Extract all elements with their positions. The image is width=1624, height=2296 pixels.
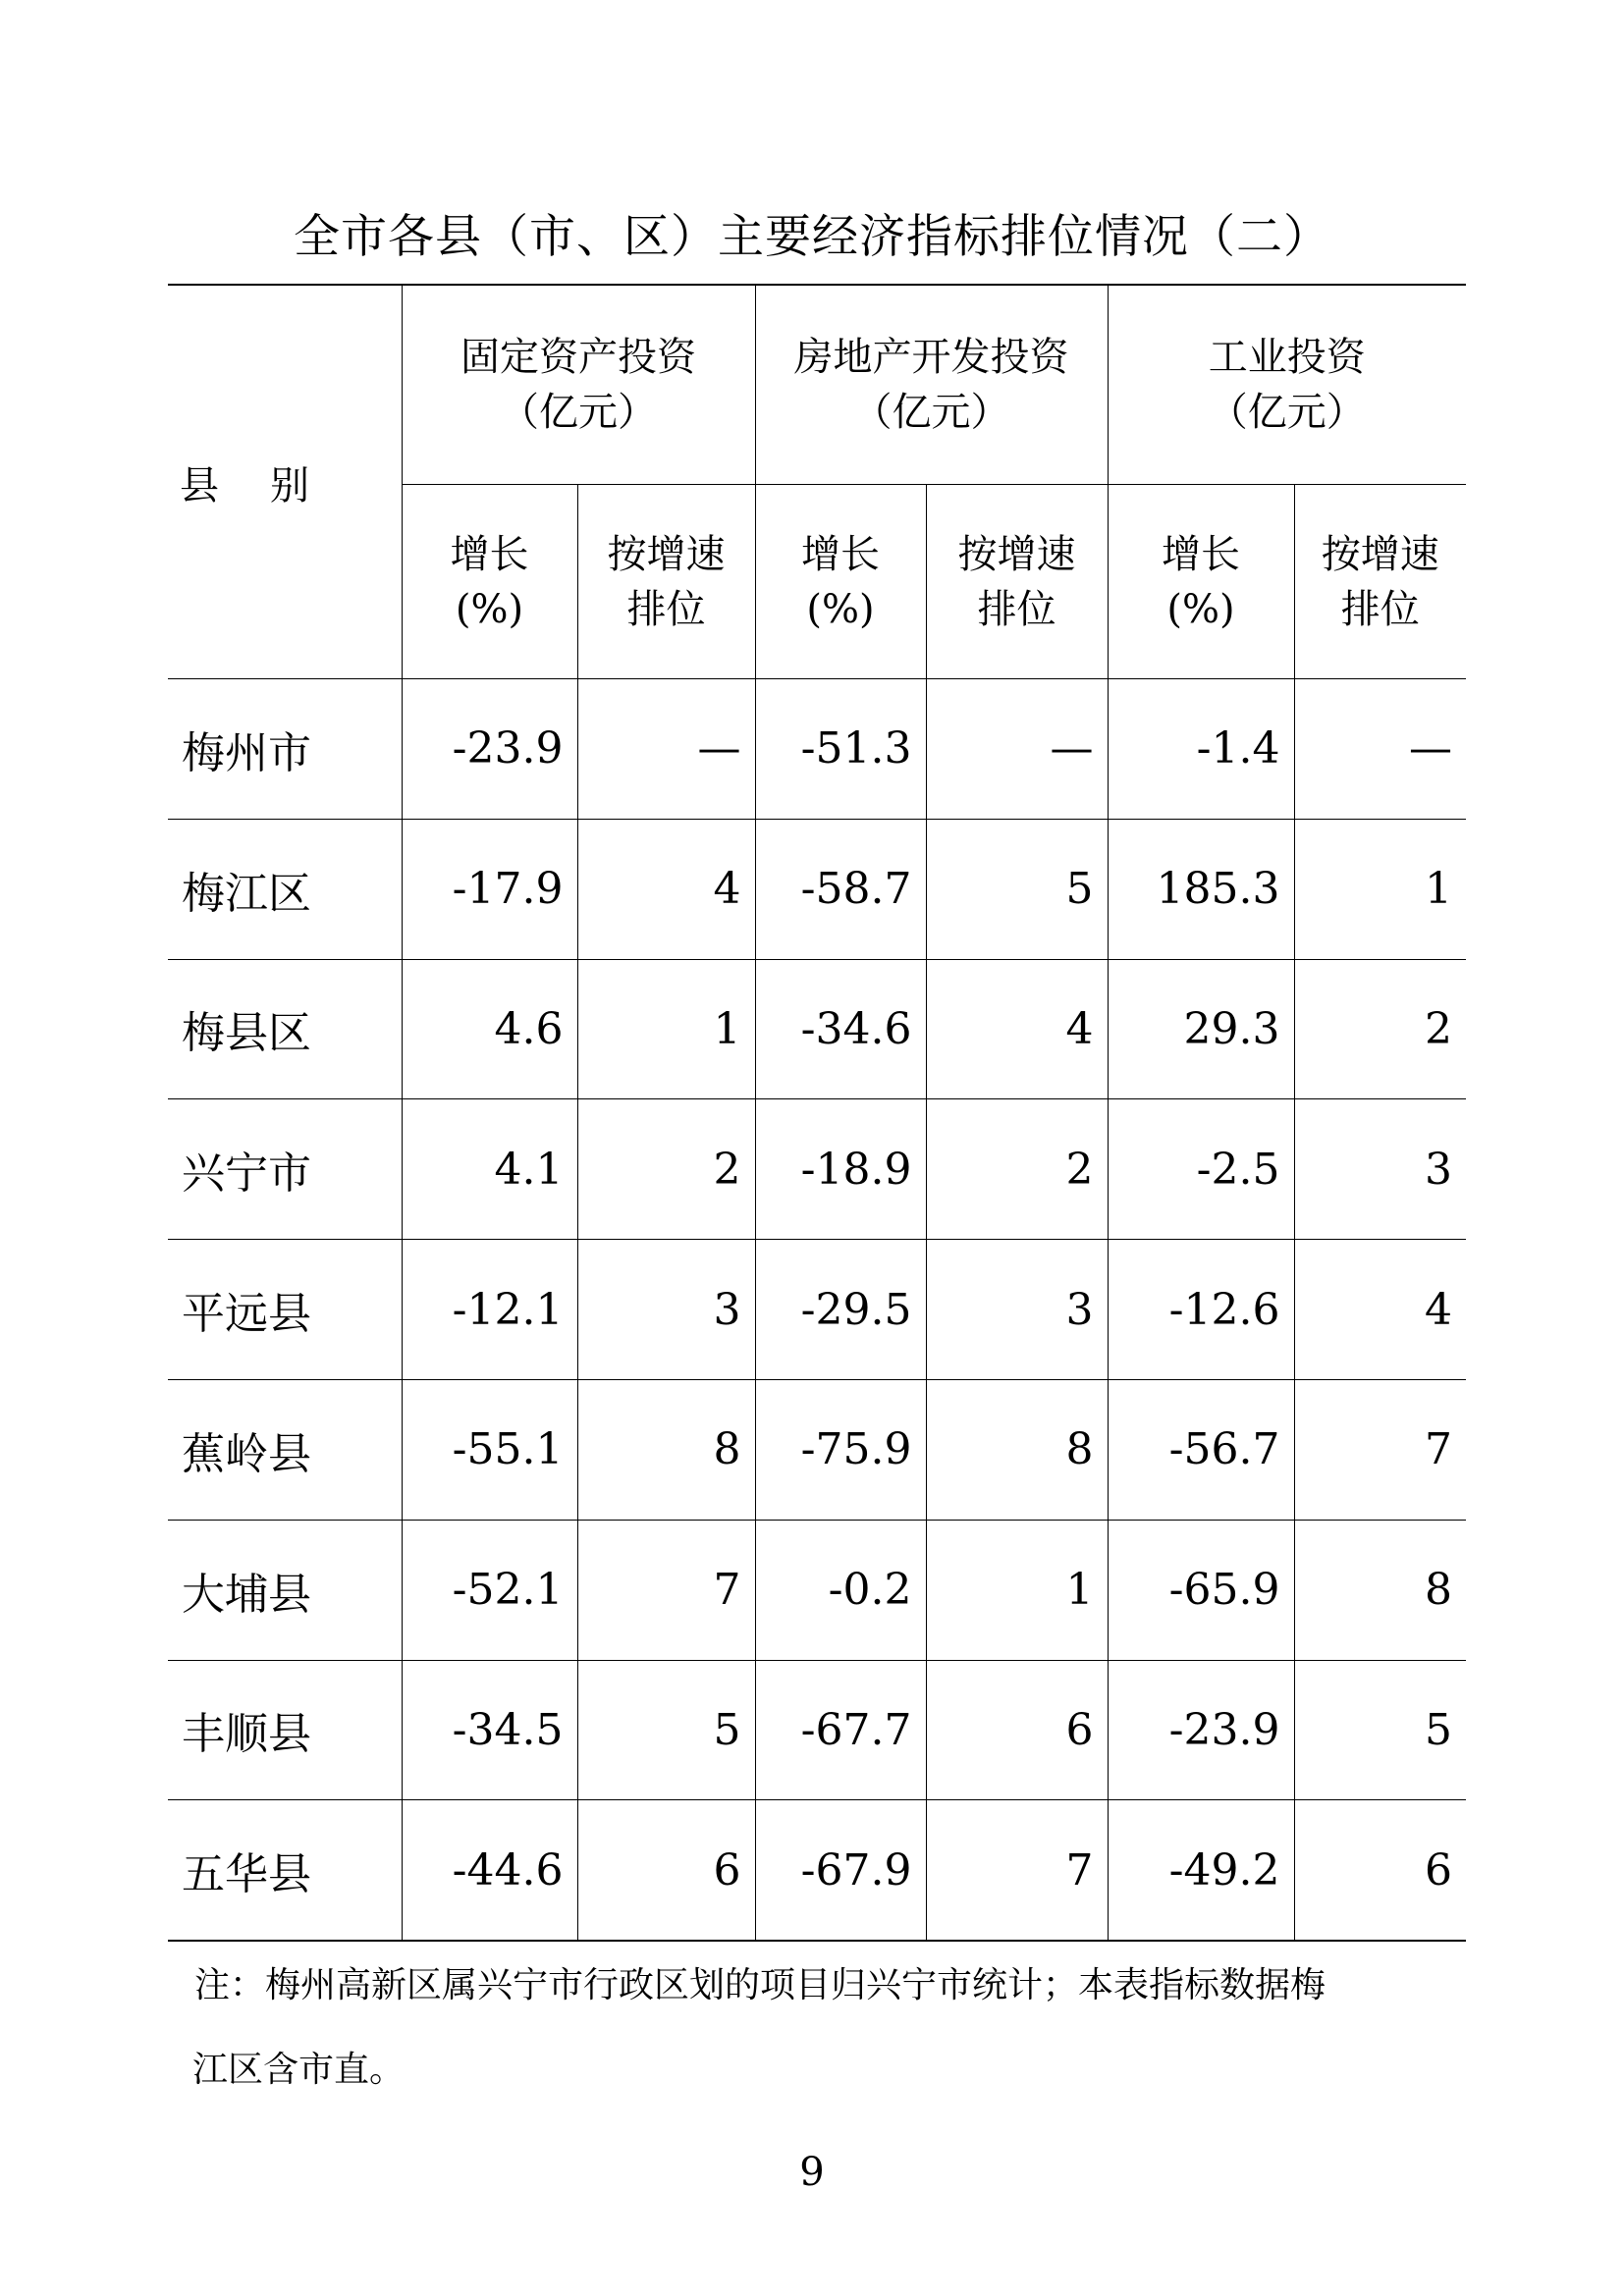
- fixed-asset-rank: 1: [577, 959, 755, 1099]
- group-header-real-estate: [755, 285, 1108, 485]
- real-estate-rank: 4: [926, 959, 1108, 1099]
- industrial-rank: 1: [1294, 819, 1466, 959]
- fixed-asset-rank: 2: [577, 1099, 755, 1240]
- industrial-growth: -56.7: [1108, 1379, 1294, 1520]
- real-estate-growth: -0.2: [755, 1520, 926, 1660]
- real-estate-rank: 6: [926, 1660, 1108, 1800]
- real-estate-rank: 5: [926, 819, 1108, 959]
- real-estate-growth: -29.5: [755, 1240, 926, 1380]
- subheader-rank-line2: 排位: [626, 586, 706, 632]
- table-row: [168, 1379, 1466, 1520]
- table-row: [168, 1660, 1466, 1800]
- real-estate-rank: 3: [926, 1240, 1108, 1380]
- group-header-fixed-asset: [402, 285, 755, 485]
- real-estate-rank: 7: [926, 1800, 1108, 1941]
- fixed-asset-rank: —: [577, 679, 755, 820]
- fixed-asset-rank: 3: [577, 1240, 755, 1380]
- fixed-asset-growth: -44.6: [402, 1800, 577, 1941]
- subheader-growth: [1108, 485, 1294, 679]
- fixed-asset-growth: -17.9: [402, 819, 577, 959]
- industrial-rank: 3: [1294, 1099, 1466, 1240]
- subheader-rank: [926, 485, 1108, 679]
- county-name: 梅州市: [168, 679, 402, 820]
- page-title: 全市各县（市、区）主要经济指标排位情况（二）: [294, 210, 1330, 264]
- group-header-industrial: [1108, 285, 1466, 485]
- subheader-rank-line1: 按增速: [607, 531, 726, 577]
- subheader-growth-line1: 增长: [1162, 531, 1240, 577]
- group-header-line2: （亿元）: [500, 390, 657, 435]
- real-estate-growth: -75.9: [755, 1379, 926, 1520]
- subheader-growth-line1: 增长: [801, 531, 880, 577]
- industrial-rank: 8: [1294, 1520, 1466, 1660]
- subheader-rank-line1: 按增速: [957, 531, 1076, 577]
- table-row: [168, 819, 1466, 959]
- county-name: 平远县: [168, 1240, 402, 1380]
- subheader-growth-line1: 增长: [450, 531, 529, 577]
- real-estate-growth: -51.3: [755, 679, 926, 820]
- table-row: [168, 1099, 1466, 1240]
- subheader-growth-line2: (%): [1166, 586, 1235, 632]
- table-row: [168, 1240, 1466, 1380]
- table-footnote: [194, 1944, 1471, 2112]
- footnote-line1: 注：梅州高新区属兴宁市行政区划的项目归兴宁市统计；本表指标数据梅: [194, 1965, 1326, 2005]
- real-estate-growth: -67.7: [755, 1660, 926, 1800]
- county-name: 兴宁市: [168, 1099, 402, 1240]
- county-column-header: [168, 285, 402, 679]
- industrial-growth: 185.3: [1108, 819, 1294, 959]
- fixed-asset-growth: 4.1: [402, 1099, 577, 1240]
- industrial-growth: -49.2: [1108, 1800, 1294, 1941]
- group-header-line2: （亿元）: [1208, 390, 1366, 435]
- real-estate-rank: 2: [926, 1099, 1108, 1240]
- county-name: 丰顺县: [168, 1660, 402, 1800]
- industrial-rank: 7: [1294, 1379, 1466, 1520]
- real-estate-rank: 8: [926, 1379, 1108, 1520]
- subheader-rank-line2: 排位: [977, 586, 1056, 632]
- industrial-rank: 6: [1294, 1800, 1466, 1941]
- fixed-asset-rank: 7: [577, 1520, 755, 1660]
- county-name: 五华县: [168, 1800, 402, 1941]
- industrial-growth: -12.6: [1108, 1240, 1294, 1380]
- fixed-asset-rank: 5: [577, 1660, 755, 1800]
- county-name: 梅江区: [168, 819, 402, 959]
- fixed-asset-growth: -23.9: [402, 679, 577, 820]
- subheader-rank-line2: 排位: [1340, 586, 1420, 632]
- real-estate-growth: -67.9: [755, 1800, 926, 1941]
- industrial-growth: -23.9: [1108, 1660, 1294, 1800]
- fixed-asset-rank: 6: [577, 1800, 755, 1941]
- fixed-asset-growth: -55.1: [402, 1379, 577, 1520]
- fixed-asset-growth: 4.6: [402, 959, 577, 1099]
- subheader-rank: [1294, 485, 1466, 679]
- table-row: [168, 1800, 1466, 1941]
- county-name: 梅县区: [168, 959, 402, 1099]
- subheader-growth: [755, 485, 926, 679]
- indicator-ranking-table: [168, 284, 1466, 1942]
- real-estate-growth: -58.7: [755, 819, 926, 959]
- industrial-rank: 2: [1294, 959, 1466, 1099]
- table-row: [168, 679, 1466, 820]
- county-header-char-1: 县: [180, 462, 219, 508]
- subheader-growth-line2: (%): [806, 586, 875, 632]
- industrial-growth: -65.9: [1108, 1520, 1294, 1660]
- industrial-rank: 4: [1294, 1240, 1466, 1380]
- table-row: [168, 1520, 1466, 1660]
- industrial-growth: -1.4: [1108, 679, 1294, 820]
- county-header-char-2: 别: [270, 462, 309, 508]
- industrial-rank: —: [1294, 679, 1466, 820]
- group-header-line1: 固定资产投资: [460, 335, 696, 380]
- fixed-asset-growth: -34.5: [402, 1660, 577, 1800]
- fixed-asset-growth: -52.1: [402, 1520, 577, 1660]
- county-name: 大埔县: [168, 1520, 402, 1660]
- industrial-growth: 29.3: [1108, 959, 1294, 1099]
- county-name: 蕉岭县: [168, 1379, 402, 1520]
- fixed-asset-rank: 4: [577, 819, 755, 959]
- subheader-rank-line1: 按增速: [1321, 531, 1439, 577]
- real-estate-growth: -18.9: [755, 1099, 926, 1240]
- group-header-line1: 房地产开发投资: [793, 335, 1069, 380]
- real-estate-growth: -34.6: [755, 959, 926, 1099]
- fixed-asset-rank: 8: [577, 1379, 755, 1520]
- industrial-growth: -2.5: [1108, 1099, 1294, 1240]
- subheader-growth: [402, 485, 577, 679]
- fixed-asset-growth: -12.1: [402, 1240, 577, 1380]
- real-estate-rank: —: [926, 679, 1108, 820]
- subheader-rank: [577, 485, 755, 679]
- table-row: [168, 959, 1466, 1099]
- industrial-rank: 5: [1294, 1660, 1466, 1800]
- footnote-line2: 江区含市直。: [192, 2050, 406, 2090]
- subheader-growth-line2: (%): [455, 586, 524, 632]
- real-estate-rank: 1: [926, 1520, 1108, 1660]
- group-header-line1: 工业投资: [1208, 335, 1366, 380]
- page-number: 9: [799, 2150, 825, 2195]
- group-header-line2: （亿元）: [852, 390, 1010, 435]
